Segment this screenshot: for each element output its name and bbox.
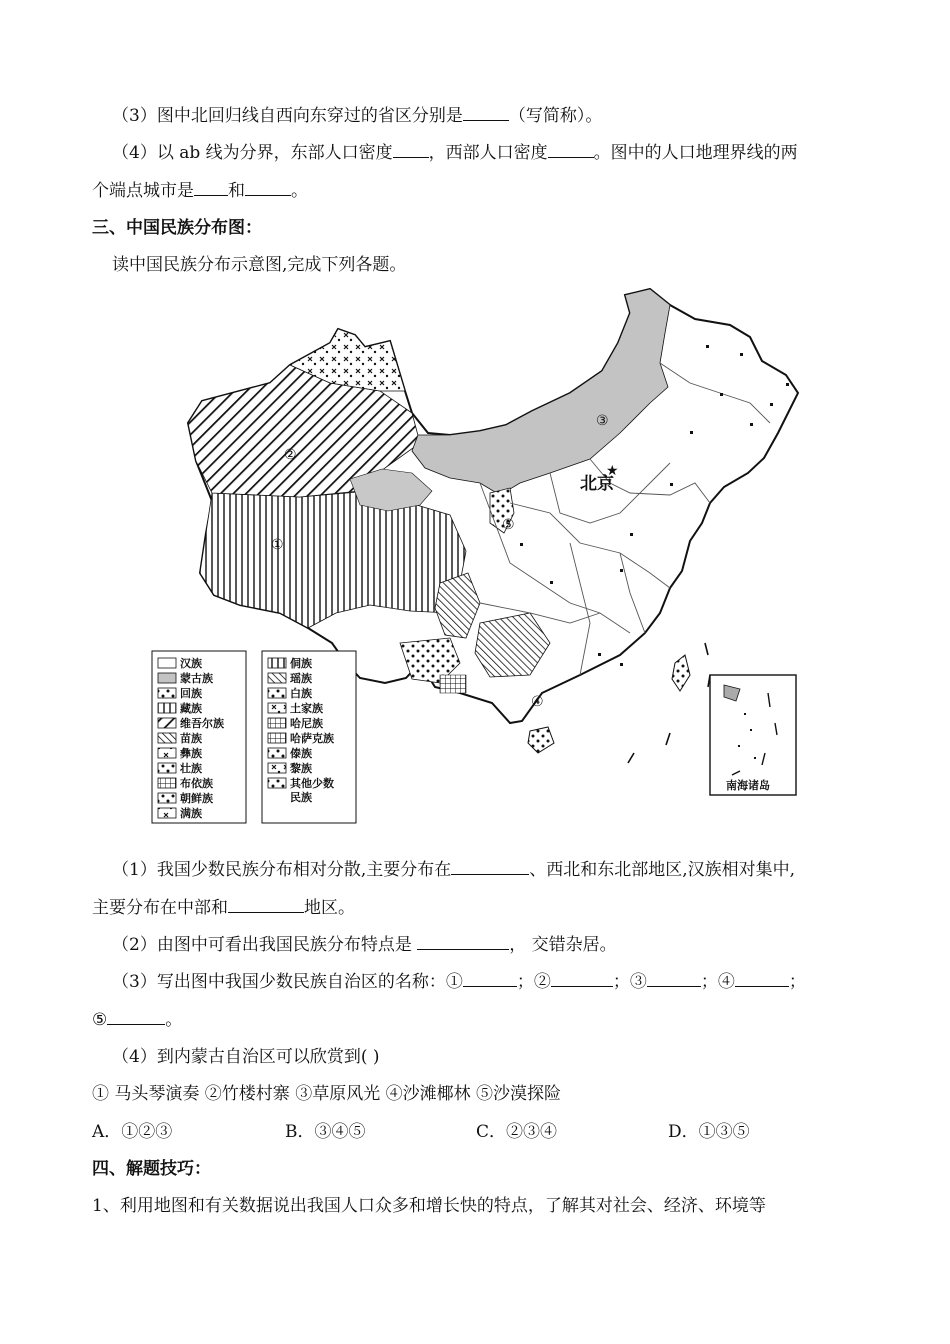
legend-other: 其他少数 [290, 777, 334, 790]
answer-blank [417, 933, 509, 950]
legend-hui: 回族 [180, 687, 202, 700]
south-sea-label: 南海诸岛 [726, 779, 770, 792]
taiwan-island [672, 655, 690, 691]
hani-region [440, 675, 466, 693]
question-3-north-tropic: （3）图中北回归线自西向东穿过的省区分别是 （写简称）。 [112, 106, 603, 126]
sea-boundary-dashes [628, 643, 710, 763]
question-1-line1: （1）我国少数民族分布相对分散,主要分布在 、西北和东北部地区,汉族相对集中, [112, 860, 796, 880]
question-4: （4）到内蒙古自治区可以欣赏到( ) [112, 1047, 380, 1067]
answer-blank [735, 970, 789, 987]
section-3-intro: 读中国民族分布示意图,完成下列各题。 [112, 255, 407, 275]
legend-dong: 侗族 [290, 657, 312, 670]
question-3: （3）写出图中我国少数民族自治区的名称：① ；② ；③ ；④ ； [112, 972, 806, 992]
legend-tujia: 土家族 [290, 702, 323, 715]
legend-right [262, 651, 356, 823]
section-4-item-1: 1、利用地图和有关数据说出我国人口众多和增长快的特点，了解其对社会、经济、环境等 [92, 1196, 766, 1216]
ethnic-distribution-map [150, 283, 812, 828]
legend-hani: 哈尼族 [290, 717, 323, 730]
option-b: B．③④⑤ [285, 1122, 366, 1142]
answer-blank [463, 104, 509, 121]
answer-blank [393, 141, 429, 158]
legend-kazakh: 哈萨克族 [290, 732, 334, 745]
legend-li: 黎族 [290, 762, 312, 775]
option-c: C．②③④ [476, 1122, 558, 1142]
legend-manchu: 满族 [180, 807, 202, 820]
legend-left [152, 651, 246, 823]
answer-blank [463, 970, 517, 987]
region-marker-3: ③ [596, 413, 609, 429]
question-3-continued: ⑤ 。 [92, 1010, 183, 1030]
legend-zang: 藏族 [180, 702, 202, 715]
question-4-density: （4）以 ab 线为分界，东部人口密度 ，西部人口密度 。图中的人口地理界线的两 [112, 143, 798, 163]
option-d: D．①③⑤ [668, 1122, 750, 1142]
beijing-star-icon: ★ [606, 463, 619, 479]
question-1-line2: 主要分布在中部和 地区。 [92, 898, 355, 918]
legend-miao: 苗族 [180, 732, 202, 745]
legend-zhuang: 壮族 [180, 762, 202, 775]
legend-other-cont: 民族 [290, 791, 312, 804]
answer-blank [194, 179, 228, 196]
section-4-heading: 四、解题技巧： [92, 1159, 211, 1179]
answer-blank [228, 896, 304, 913]
tibet-region [200, 491, 466, 628]
legend-yao: 瑶族 [290, 672, 312, 685]
question-2: （2）由图中可看出我国民族分布特点是 ， 交错杂居。 [112, 935, 617, 955]
beijing-label: 北京 [580, 474, 614, 494]
answer-blank [548, 141, 594, 158]
answer-blank [647, 970, 701, 987]
option-a: A．①②③ [92, 1122, 173, 1142]
legend-dai: 傣族 [290, 747, 312, 760]
region-marker-2: ② [284, 447, 297, 463]
legend-han: 汉族 [180, 657, 202, 670]
legend-buyi: 布依族 [180, 777, 213, 790]
hainan-island [528, 727, 554, 753]
question-4-continued: 个端点城市是 和 。 [92, 181, 308, 201]
answer-blank [107, 1008, 165, 1025]
answer-blank [551, 970, 613, 987]
region-marker-1: ① [271, 537, 284, 553]
legend-korean: 朝鲜族 [180, 792, 213, 805]
question-4-items: ① 马头琴演奏 ②竹楼村寨 ③草原风光 ④沙滩椰林 ⑤沙漠探险 [92, 1084, 562, 1104]
legend-mongol: 蒙古族 [180, 672, 213, 685]
legend-yi: 彝族 [180, 747, 202, 760]
answer-blank [451, 858, 529, 875]
region-marker-4: ④ [531, 694, 544, 710]
region-marker-5: ⑤ [502, 517, 515, 533]
legend-uyghur: 维吾尔族 [180, 717, 224, 730]
section-3-heading: 三、中国民族分布图： [92, 218, 262, 238]
answer-blank [245, 179, 291, 196]
legend-bai: 白族 [290, 687, 312, 700]
south-sea-inset [710, 675, 796, 795]
